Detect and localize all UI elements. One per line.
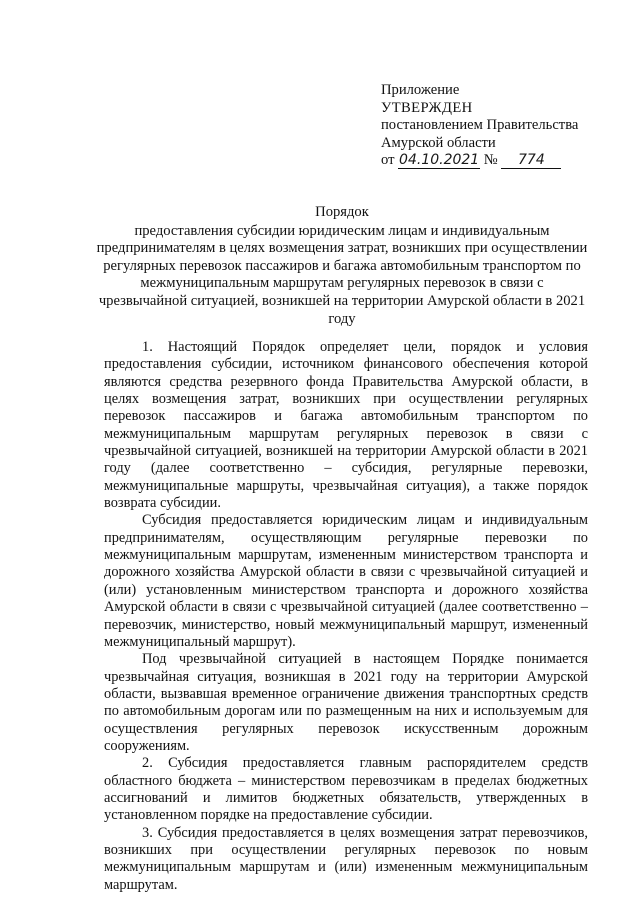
resolution-label: постановлением Правительства [381, 117, 579, 133]
handwritten-date: 04.10.2021 [399, 152, 480, 168]
paragraph-4: 2. Субсидия предоставляется главным распорядителем средств областного бюджета – министерством перевозчикам в пределах бюджетных ассигнований и лимитов бюджетных обязательств, утвержденных в установленном порядке на предоставление субсидии. [104, 755, 588, 824]
handwritten-number: 774 [501, 153, 561, 169]
approval-block [381, 82, 611, 170]
paragraph-5: 3. Субсидия предоставляется в целях возмещения затрат перевозчиков, возникших при осуществлении регулярных перевозок по новым межмуниципальным маршрутам и (или) измененным межмуниципальным маршрутам. [104, 824, 588, 893]
approved-label: УТВЕРЖДЕН [381, 99, 473, 116]
title-line-6: году [328, 310, 356, 327]
title-line-3: регулярных перевозок пассажиров и багажа автомобильным транспортом по [103, 257, 581, 274]
date-number-line [381, 152, 611, 170]
title-line-5: чрезвычайной ситуацией, возникшей на территории Амурской области в 2021 [98, 292, 586, 309]
title-line-1: предоставления субсидии юридическим лицам и индивидуальным [134, 222, 550, 239]
title-heading: Порядок [315, 204, 369, 220]
number-sign: № [483, 152, 498, 168]
document-title [80, 204, 604, 328]
date-prefix: от [381, 152, 395, 168]
paragraph-2: Субсидия предоставляется юридическим лицам и индивидуальным предпринимателям, осуществляющим регулярные перевозки по межмуниципальным маршрутам, измененным министерством транспорта и дорожного хозяйства Амурской области в связи с чрезвычайной ситуацией и (или) установленным министерством транспорта и дорожного хозяйства Амурской области в связи с чрезвычайной ситуацией (далее соответственно – перевозчик, министерство, новый межмуниципальный маршрут, измененный межмуниципальный маршрут). [104, 512, 588, 650]
title-line-2: предпринимателям в целях возмещения затрат, возникших при осуществлении [96, 240, 588, 257]
paragraph-1: 1. Настоящий Порядок определяет цели, порядок и условия предоставления субсидии, источником финансового обеспечения которой являются средства резервного фонда Правительства Амурской области, в целях возмещения затрат, возникших при осуществлении регулярных перевозок пассажиров и багажа автомобильным транспортом по межмуниципальным маршрутам регулярных перевозок в связи с чрезвычайной ситуацией, возникшей на территории Амурской области в 2021 году (далее соответственно – субсидия, регулярные перевозки, межмуниципальные маршруты, чрезвычайная ситуация), а также порядок возврата субсидии. [104, 339, 588, 512]
paragraph-3: Под чрезвычайной ситуацией в настоящем Порядке понимается чрезвычайная ситуация, возникшая в 2021 году на территории Амурской области, вызвавшая временное ограничение движения транспортных средств по автомобильным дорогам или по размещенным на них и используемым для осуществления регулярных перевозок искусственным дорожным сооружениям. [104, 651, 588, 754]
document-body [104, 339, 588, 894]
region-label: Амурской области [381, 134, 496, 151]
appendix-label: Приложение [381, 82, 460, 98]
title-line-4: межмуниципальным маршрутам регулярных перевозок в связи с [140, 275, 544, 292]
